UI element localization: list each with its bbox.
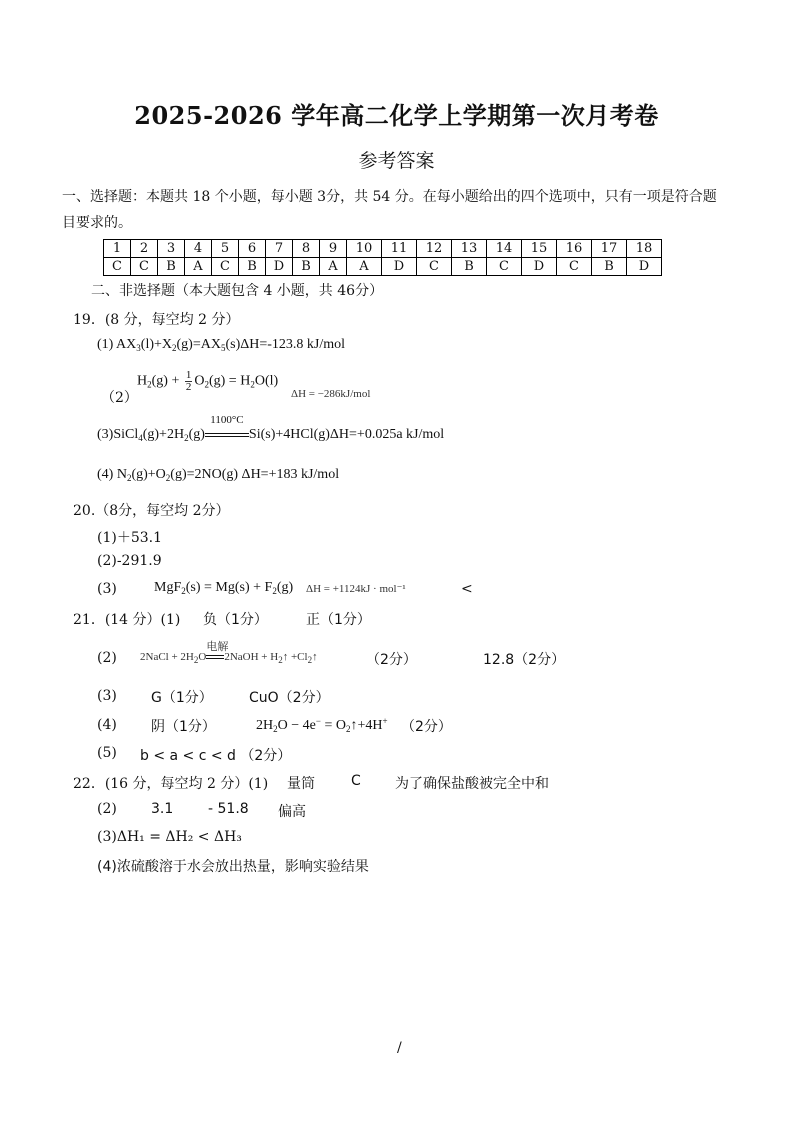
q19-answer-4-mid: (g)+O — [131, 467, 166, 482]
table-cell: 6 — [239, 240, 266, 258]
q20-answer-2: (2)-291.9 — [97, 553, 162, 569]
q22-answer-1-option: C — [351, 773, 361, 789]
table-cell: 12 — [417, 240, 452, 258]
table-cell: 15 — [522, 240, 557, 258]
q22-answer-4: (4)浓硫酸溶于水会放出热量，影响实验结果 — [97, 859, 369, 875]
q20-answer-3-sign: < — [461, 581, 473, 597]
q22-answer-2-value-3: 偏高 — [278, 804, 306, 820]
q22-answer-2-value-1: 3.1 — [151, 801, 174, 817]
page-footer-mark: / — [397, 1040, 402, 1056]
q21-answer-3-cuo: CuO（2分） — [249, 690, 330, 706]
q21-answer-2-value: 12.8（2分） — [483, 652, 566, 668]
q19-answer-3-products: Si(s)+4HCl(g)ΔH=+0.025a kJ/mol — [248, 427, 445, 442]
q21-answer-4-equation: $2H_2O - 4e^-$ = $O_2↑+4H^+$ — [256, 716, 388, 734]
q19-answer-2-label: （2） — [101, 390, 138, 406]
q22-answer-2-value-2: - 51.8 — [208, 801, 249, 817]
table-cell: 13 — [452, 240, 487, 258]
table-cell: A — [185, 258, 212, 276]
reaction-condition: 1100°C — [210, 414, 244, 426]
table-cell: D — [522, 258, 557, 276]
q21-answer-4-yin: 阴（1分） — [151, 719, 216, 735]
section1-heading-line2: 目要求的。 — [62, 215, 132, 231]
q20-answer-3-label: (3) — [97, 581, 117, 597]
table-cell: 16 — [557, 240, 592, 258]
table-cell: C — [557, 258, 592, 276]
table-cell: 3 — [158, 240, 185, 258]
answer-table-number-row — [104, 240, 662, 258]
q19-answer-2-equation: $H_2(g)$ + $\frac{1}{2}$ $O_2(g) = H_2O(l)$ — [137, 369, 279, 393]
q22-heading: 22．(16 分，每空均 2 分）(1) — [73, 776, 269, 792]
q19-answer-4-label: (4) — [97, 467, 114, 482]
table-cell: B — [452, 258, 487, 276]
q20-answer-1: (1)＋53.1 — [97, 530, 163, 546]
table-cell: C — [131, 258, 158, 276]
table-cell: 14 — [487, 240, 522, 258]
q19-answer-1: (1) $AX_3(l)+X_2(g)=AX_5(s)\Delta H=-123.8$ kJ/mol — [97, 337, 346, 353]
page-subtitle: 参考答案 — [358, 150, 435, 172]
electrolysis-arrow — [206, 641, 229, 663]
q20-heading: 20.（8分，每空均 2分） — [73, 503, 230, 519]
table-cell: C — [417, 258, 452, 276]
electrolysis-condition: 电解 — [206, 641, 229, 653]
answer-table-answer-row — [104, 258, 662, 276]
table-cell: 4 — [185, 240, 212, 258]
q22-answer-3: (3)ΔH₁ = ΔH₂ < ΔH₃ — [97, 829, 242, 845]
table-cell: 7 — [266, 240, 293, 258]
page-title: 2025-2026 学年高二化学上学期第一次月考卷 — [134, 101, 659, 130]
q21-heading: 21．(14 分）(1) — [73, 612, 181, 628]
reaction-condition-arrow — [205, 414, 249, 443]
table-cell: A — [347, 258, 382, 276]
q20-answer-3-dh: ΔH = +1124kJ · mol⁻¹ — [306, 583, 406, 595]
q22-answer-2-label: (2) — [97, 801, 117, 817]
table-cell: 11 — [382, 240, 417, 258]
table-cell: 10 — [347, 240, 382, 258]
table-cell: B — [293, 258, 320, 276]
q19-answer-3: $(3)SiCl_4(g)+2H_2(g)$ 1100°C Si(s)+4HCl(g)ΔH=+0.025a kJ/mol — [97, 414, 445, 443]
table-cell: 5 — [212, 240, 239, 258]
q21-answer-2-equation: 2NaCl + $2H_2O$ 电解 2NaOH + $H_2↑$ $+Cl_2↑$ — [140, 651, 318, 665]
q21-answer-5-label: (5) — [97, 745, 117, 761]
q21-answer-1-positive: 正（1分） — [306, 612, 371, 628]
table-cell: 18 — [627, 240, 662, 258]
q22-answer-1-tool: 量筒 — [287, 776, 315, 792]
table-cell: C — [104, 258, 131, 276]
table-cell: D — [382, 258, 417, 276]
q19-answer-4-end: (g)=2NO(g) ΔH=+183 kJ/mol — [170, 467, 340, 482]
table-cell: 17 — [592, 240, 627, 258]
q21-answer-3-g: G（1分） — [151, 690, 213, 706]
table-cell: 9 — [320, 240, 347, 258]
table-cell: 1 — [104, 240, 131, 258]
section2-heading: 二、非选择题（本大题包含 4 小题，共 46分） — [91, 283, 384, 299]
table-cell: 2 — [131, 240, 158, 258]
table-cell: B — [239, 258, 266, 276]
q19-answer-1-label: (1) — [97, 337, 114, 352]
q21-answer-5: b < a < c < d （2分） — [140, 748, 292, 764]
q21-answer-4-score: （2分） — [401, 719, 452, 735]
table-cell: D — [627, 258, 662, 276]
q21-answer-3-label: (3) — [97, 688, 117, 704]
q19-heading: 19．(8 分，每空均 2 分） — [73, 312, 240, 328]
table-cell: D — [266, 258, 293, 276]
q21-answer-2-label: (2) — [97, 650, 117, 666]
q19-answer-3-label: (3) — [97, 427, 114, 442]
answer-table — [103, 239, 662, 276]
table-cell: C — [487, 258, 522, 276]
table-cell: 8 — [293, 240, 320, 258]
table-cell: C — [212, 258, 239, 276]
q21-answer-4-label: (4) — [97, 717, 117, 733]
table-cell: B — [592, 258, 627, 276]
q21-answer-1-negative: 负（1分） — [203, 612, 268, 628]
table-cell: B — [158, 258, 185, 276]
section1-heading-line1: 一、选择题：本题共 18 个小题，每小题 3分，共 54 分。在每小题给出的四个选项中，只有一项是符合题 — [62, 189, 717, 205]
q21-answer-2-score: （2分） — [366, 652, 417, 668]
q20-answer-3-equation: $MgF_2(s) = Mg(s) + F_2(g)$ — [154, 580, 294, 596]
table-cell: A — [320, 258, 347, 276]
q19-answer-4: (4) $N_2(g)+O_2(g)=2NO(g)$ ΔH=+183 kJ/mol — [97, 467, 340, 483]
q19-answer-2-dh: ΔH = −286kJ/mol — [291, 388, 371, 400]
q22-answer-1-reason: 为了确保盐酸被完全中和 — [395, 776, 549, 792]
